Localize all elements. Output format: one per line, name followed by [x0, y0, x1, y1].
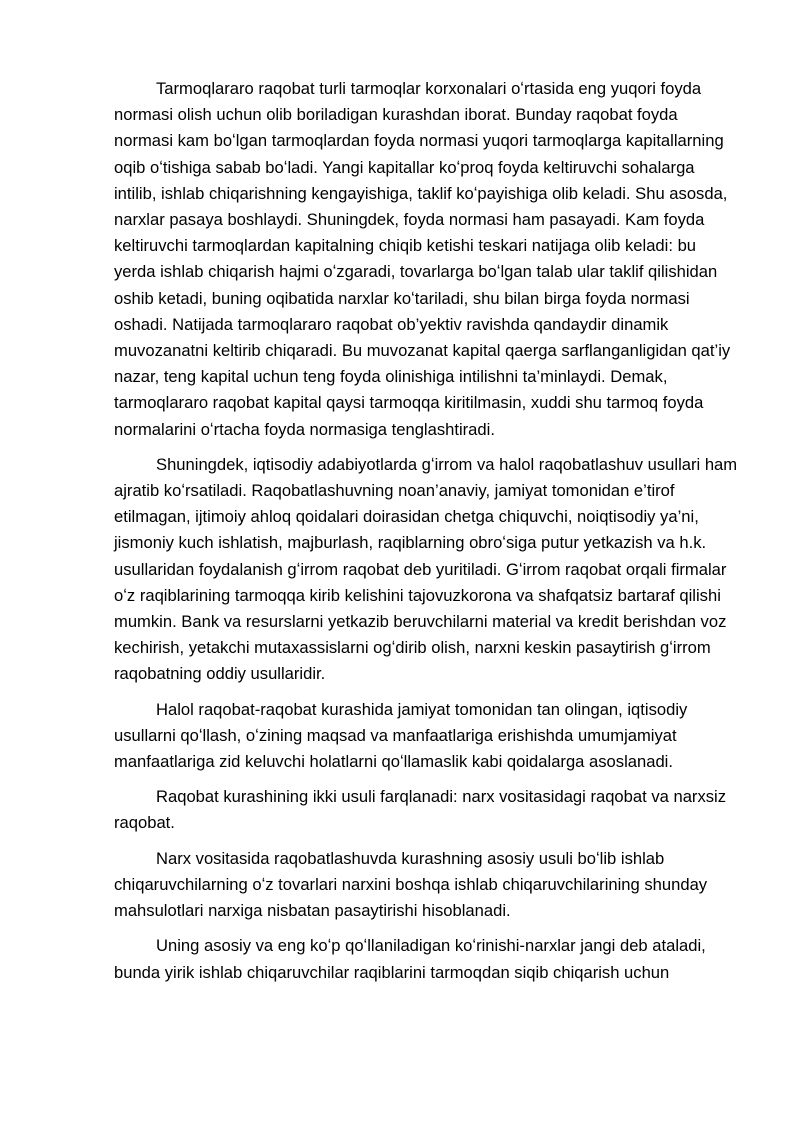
paragraph-inter-industry-competition: Tarmoqlararo raqobat turli tarmoqlar korxonalari oʻrtasida eng yuqori foyda normasi olish uchun olib boriladigan kurashdan iborat. Bunday raqobat foyda normasi kam boʻlgan tarmoqlardan foyda normasi yuqori tarmoqlarga kapitallarning oqib oʻtishiga sabab boʻladi. Yangi kapitallar koʻproq foyda keltiruvchi sohalarga intilib, ishlab chiqarishning kengayishiga, taklif koʻpayishiga olib keladi. Shu asosda, narxlar pasaya boshlaydi. Shuningdek, foyda normasi ham pasayadi. Kam foyda keltiruvchi tarmoqlardan kapitalning chiqib ketishi teskari natijaga olib keladi: bu yerda ishlab chiqarish hajmi oʻzgaradi, tovarlarga boʻlgan talab ular taklif qilishidan oshib ketadi, buning oqibatida narxlar koʻtariladi, shu bilan birga foyda normasi oshadi. Natijada tarmoqlararo raqobat ob’yektiv ravishda qandaydir dinamik muvozanatni keltirib chiqaradi. Bu muvozanat kapital qaerga sarflanganligidan qat’iy nazar, teng kapital uchun teng foyda olinishiga intilishni ta’minlaydi. Demak, tarmoqlararo raqobat kapital qaysi tarmoqqa kiritilmasin, xuddi shu tarmoq foyda normalarini oʻrtacha foyda normasiga tenglashtiradi. — [114, 79, 731, 439]
paragraph-price-war: Uning asosiy va eng koʻp qoʻllaniladigan koʻrinishi-narxlar jangi deb ataladi, bunda yirik ishlab chiqaruvchilar raqiblarini tarmoqdan siqib chiqarish uchun — [114, 936, 706, 982]
paragraph-two-methods: Raqobat kurashining ikki usuli farqlanadi: narx vositasidagi raqobat va narxsiz raqobat. — [114, 787, 727, 833]
paragraph-fair-competition: Halol raqobat-raqobat kurashida jamiyat tomonidan tan olingan, iqtisodiy usullarni qoʻllash, oʻzining maqsad va manfaatlariga erishishda umumjamiyat manfaatlariga zid keluvchi holatlarni qoʻllamaslik kabi qoidalarga asoslanadi. — [114, 699, 688, 772]
document-body — [114, 76, 740, 995]
paragraph-unfair-and-fair-competition: Shuningdek, iqtisodiy adabiyotlarda gʻirrom va halol raqobatlashuv usullari ham ajratib koʻrsatiladi. Raqobatlashuvning noan’anaviy, jamiyat tomonidan e’tirof etilmagan, ijtimoiy ahloq qoidalari doirasidan chetga chiquvchi, noiqtisodiy ya’ni, jismoniy kuch ishlatish, majburlash, raqiblarning obroʻsiga putur yetkazish va h.k. usullaridan foydalanish gʻirrom raqobat deb yuritiladi. Gʻirrom raqobat orqali firmalar oʻz raqiblarining tarmoqqa kirib kelishini tajovuzkorona va shafqatsiz bartaraf qilishi mumkin. Bank va resurslarni yetkazib beruvchilarni material va kredit berishdan voz kechirish, yetakchi mutaxassislarni ogʻdirib olish, narxni keskin pasaytirish gʻirrom raqobatning oddiy usullaridir. — [114, 454, 738, 684]
paragraph-price-competition: Narx vositasida raqobatlashuvda kurashning asosiy usuli boʻlib ishlab chiqaruvchilarning oʻz tovarlari narxini boshqa ishlab chiqaruvchilarining shunday mahsulotlari narxiga nisbatan pasaytirishi hisoblanadi. — [114, 848, 708, 921]
